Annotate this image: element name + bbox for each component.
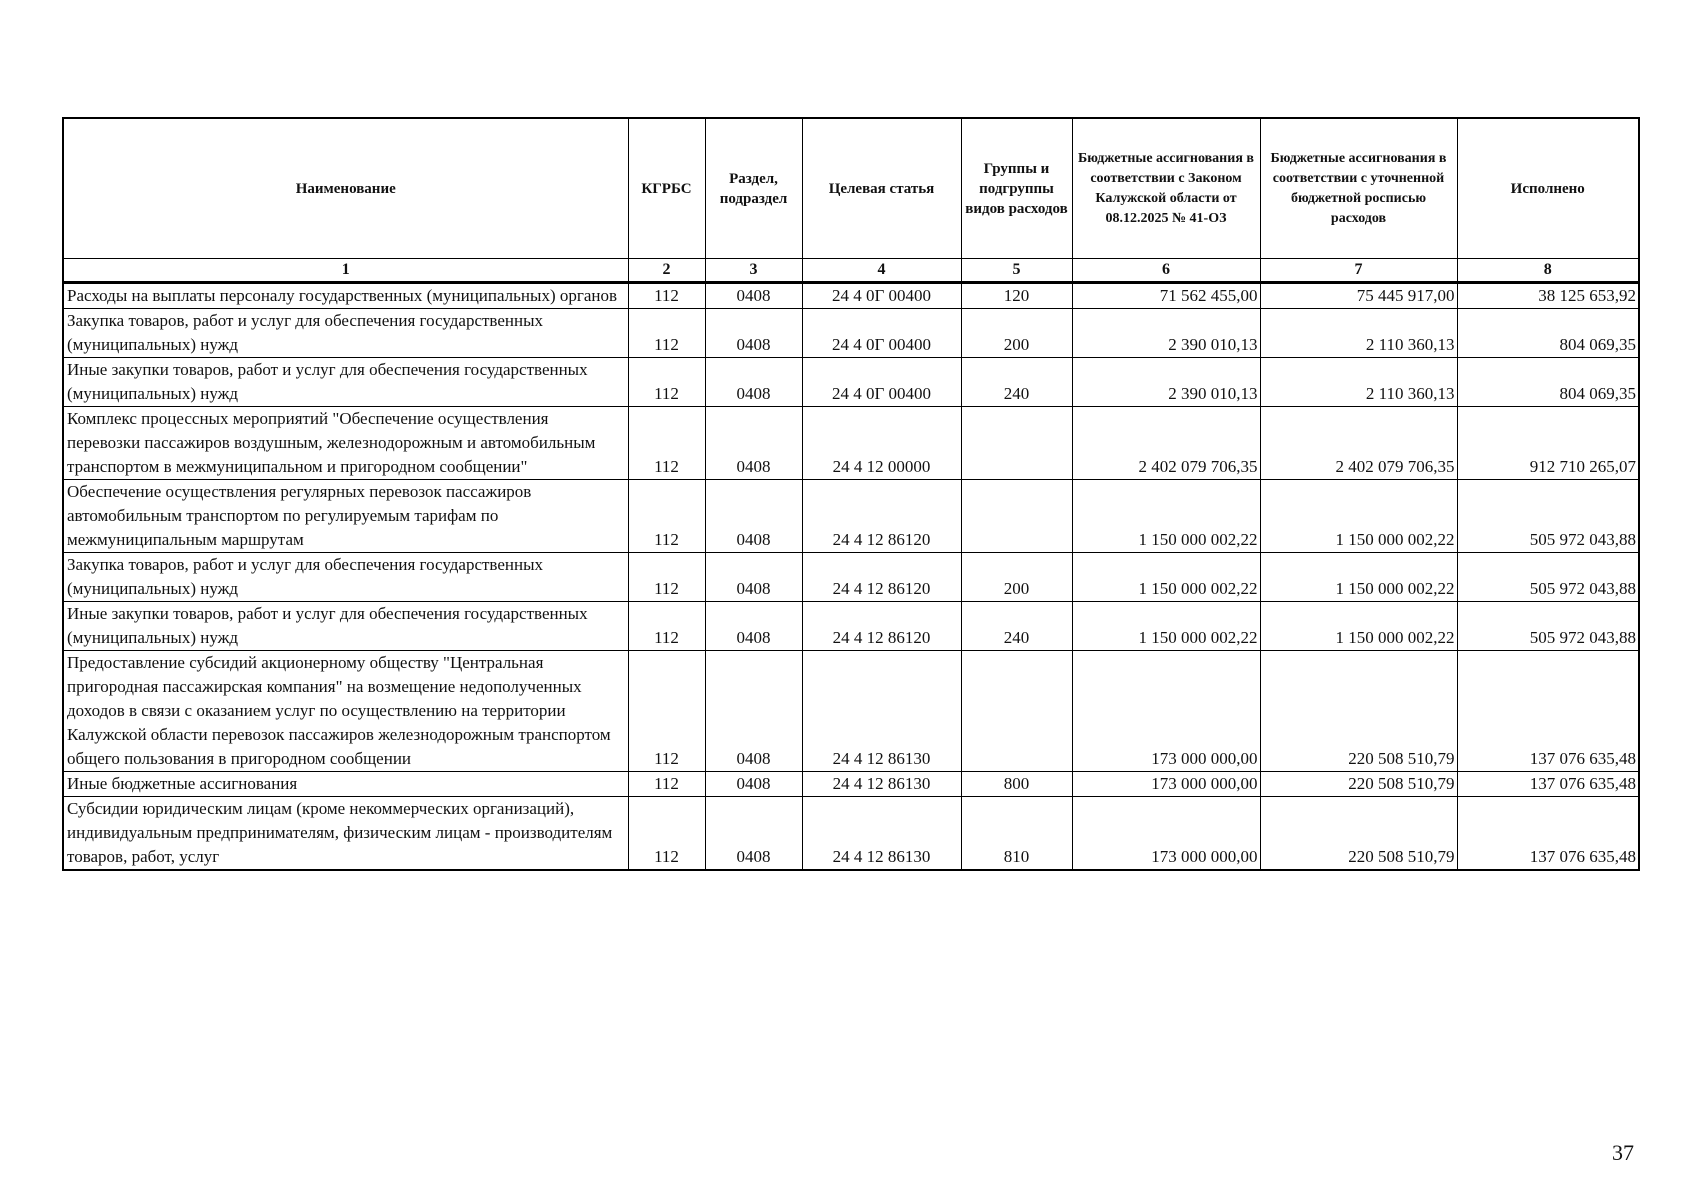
cell-group [961, 480, 1072, 553]
cell-executed-amount: 912 710 265,07 [1457, 407, 1639, 480]
table-row [63, 407, 1639, 480]
cell-target: 24 4 12 86120 [802, 553, 961, 602]
cell-name: Закупка товаров, работ и услуг для обеспечения государственных (муниципальных) нужд [63, 309, 628, 358]
cell-name: Закупка товаров, работ и услуг для обеспечения государственных (муниципальных) нужд [63, 553, 628, 602]
cell-executed-amount: 505 972 043,88 [1457, 480, 1639, 553]
column-number: 7 [1260, 259, 1457, 283]
cell-refined-amount: 2 402 079 706,35 [1260, 407, 1457, 480]
header-executed: Исполнено [1457, 118, 1639, 259]
cell-law-amount: 1 150 000 002,22 [1072, 553, 1260, 602]
table-row [63, 772, 1639, 797]
cell-law-amount: 2 390 010,13 [1072, 309, 1260, 358]
cell-target: 24 4 0Г 00400 [802, 358, 961, 407]
cell-law-amount: 2 402 079 706,35 [1072, 407, 1260, 480]
cell-section: 0408 [705, 283, 802, 309]
header-kgrbs: КГРБС [628, 118, 705, 259]
cell-section: 0408 [705, 651, 802, 772]
cell-executed-amount: 137 076 635,48 [1457, 772, 1639, 797]
column-number: 3 [705, 259, 802, 283]
cell-refined-amount: 75 445 917,00 [1260, 283, 1457, 309]
cell-group: 200 [961, 553, 1072, 602]
cell-target: 24 4 12 00000 [802, 407, 961, 480]
cell-kgrbs: 112 [628, 797, 705, 871]
cell-name: Иные закупки товаров, работ и услуг для обеспечения государственных (муниципальных) нужд [63, 358, 628, 407]
cell-kgrbs: 112 [628, 407, 705, 480]
table-body [63, 283, 1639, 871]
cell-group: 240 [961, 358, 1072, 407]
cell-section: 0408 [705, 772, 802, 797]
cell-kgrbs: 112 [628, 602, 705, 651]
page-number: 37 [1612, 1140, 1634, 1165]
column-number: 2 [628, 259, 705, 283]
cell-kgrbs: 112 [628, 553, 705, 602]
cell-target: 24 4 12 86120 [802, 602, 961, 651]
cell-law-amount: 71 562 455,00 [1072, 283, 1260, 309]
header-row [63, 118, 1639, 259]
table-row [63, 283, 1639, 309]
cell-section: 0408 [705, 553, 802, 602]
cell-group: 800 [961, 772, 1072, 797]
column-number: 8 [1457, 259, 1639, 283]
cell-refined-amount: 2 110 360,13 [1260, 358, 1457, 407]
header-refined-allocations: Бюджетные ассигнования в соответствии с уточненной бюджетной росписью расходов [1260, 118, 1457, 259]
cell-executed-amount: 804 069,35 [1457, 358, 1639, 407]
cell-kgrbs: 112 [628, 480, 705, 553]
cell-name: Иные бюджетные ассигнования [63, 772, 628, 797]
cell-refined-amount: 1 150 000 002,22 [1260, 553, 1457, 602]
cell-group: 200 [961, 309, 1072, 358]
cell-group [961, 407, 1072, 480]
table-row [63, 797, 1639, 871]
cell-name: Предоставление субсидий акционерному обществу "Центральная пригородная пассажирская компания" на возмещение недополученных доходов в связи с оказанием услуг по осуществлению на территории Калужской области перевозок пассажиров железнодорожным транспортом общего пользования в пригородном сообщении [63, 651, 628, 772]
cell-group: 240 [961, 602, 1072, 651]
cell-name: Обеспечение осуществления регулярных перевозок пассажиров автомобильным транспортом по регулируемым тарифам по межмуниципальным маршрутам [63, 480, 628, 553]
cell-executed-amount: 505 972 043,88 [1457, 602, 1639, 651]
cell-kgrbs: 112 [628, 309, 705, 358]
cell-section: 0408 [705, 407, 802, 480]
cell-law-amount: 173 000 000,00 [1072, 772, 1260, 797]
cell-kgrbs: 112 [628, 358, 705, 407]
table-row [63, 602, 1639, 651]
cell-section: 0408 [705, 797, 802, 871]
cell-refined-amount: 220 508 510,79 [1260, 772, 1457, 797]
header-name: Наименование [63, 118, 628, 259]
cell-refined-amount: 220 508 510,79 [1260, 797, 1457, 871]
table-row [63, 553, 1639, 602]
cell-refined-amount: 2 110 360,13 [1260, 309, 1457, 358]
cell-law-amount: 173 000 000,00 [1072, 651, 1260, 772]
budget-execution-table [62, 117, 1640, 871]
cell-kgrbs: 112 [628, 772, 705, 797]
cell-group [961, 651, 1072, 772]
cell-name: Комплекс процессных мероприятий "Обеспечение осуществления перевозки пассажиров воздушным, железнодорожным и автомобильным транспортом в межмуниципальном и пригородном сообщении" [63, 407, 628, 480]
header-section: Раздел, подраздел [705, 118, 802, 259]
cell-refined-amount: 220 508 510,79 [1260, 651, 1457, 772]
table-row [63, 651, 1639, 772]
table-row [63, 358, 1639, 407]
cell-name: Расходы на выплаты персоналу государственных (муниципальных) органов [63, 283, 628, 309]
cell-refined-amount: 1 150 000 002,22 [1260, 602, 1457, 651]
column-number: 6 [1072, 259, 1260, 283]
column-number-row [63, 259, 1639, 283]
cell-executed-amount: 38 125 653,92 [1457, 283, 1639, 309]
cell-law-amount: 2 390 010,13 [1072, 358, 1260, 407]
cell-target: 24 4 12 86120 [802, 480, 961, 553]
cell-group: 810 [961, 797, 1072, 871]
cell-target: 24 4 12 86130 [802, 651, 961, 772]
cell-law-amount: 1 150 000 002,22 [1072, 602, 1260, 651]
table-row [63, 309, 1639, 358]
cell-executed-amount: 505 972 043,88 [1457, 553, 1639, 602]
cell-name: Иные закупки товаров, работ и услуг для обеспечения государственных (муниципальных) нужд [63, 602, 628, 651]
cell-section: 0408 [705, 480, 802, 553]
cell-section: 0408 [705, 602, 802, 651]
cell-law-amount: 1 150 000 002,22 [1072, 480, 1260, 553]
column-number: 5 [961, 259, 1072, 283]
cell-target: 24 4 12 86130 [802, 797, 961, 871]
cell-group: 120 [961, 283, 1072, 309]
cell-target: 24 4 0Г 00400 [802, 283, 961, 309]
table-row [63, 480, 1639, 553]
cell-executed-amount: 804 069,35 [1457, 309, 1639, 358]
cell-target: 24 4 0Г 00400 [802, 309, 961, 358]
cell-refined-amount: 1 150 000 002,22 [1260, 480, 1457, 553]
cell-target: 24 4 12 86130 [802, 772, 961, 797]
cell-section: 0408 [705, 309, 802, 358]
cell-kgrbs: 112 [628, 283, 705, 309]
cell-law-amount: 173 000 000,00 [1072, 797, 1260, 871]
column-number: 4 [802, 259, 961, 283]
header-target-article: Целевая статья [802, 118, 961, 259]
cell-executed-amount: 137 076 635,48 [1457, 797, 1639, 871]
cell-executed-amount: 137 076 635,48 [1457, 651, 1639, 772]
cell-name: Субсидии юридическим лицам (кроме некоммерческих организаций), индивидуальным предпринимателям, физическим лицам - производителям товаров, работ, услуг [63, 797, 628, 871]
column-number: 1 [63, 259, 628, 283]
cell-kgrbs: 112 [628, 651, 705, 772]
header-law-allocations: Бюджетные ассигнования в соответствии с Законом Калужской области от 08.12.2025 № 41-ОЗ [1072, 118, 1260, 259]
header-expense-group: Группы и подгруппы видов расходов [961, 118, 1072, 259]
cell-section: 0408 [705, 358, 802, 407]
